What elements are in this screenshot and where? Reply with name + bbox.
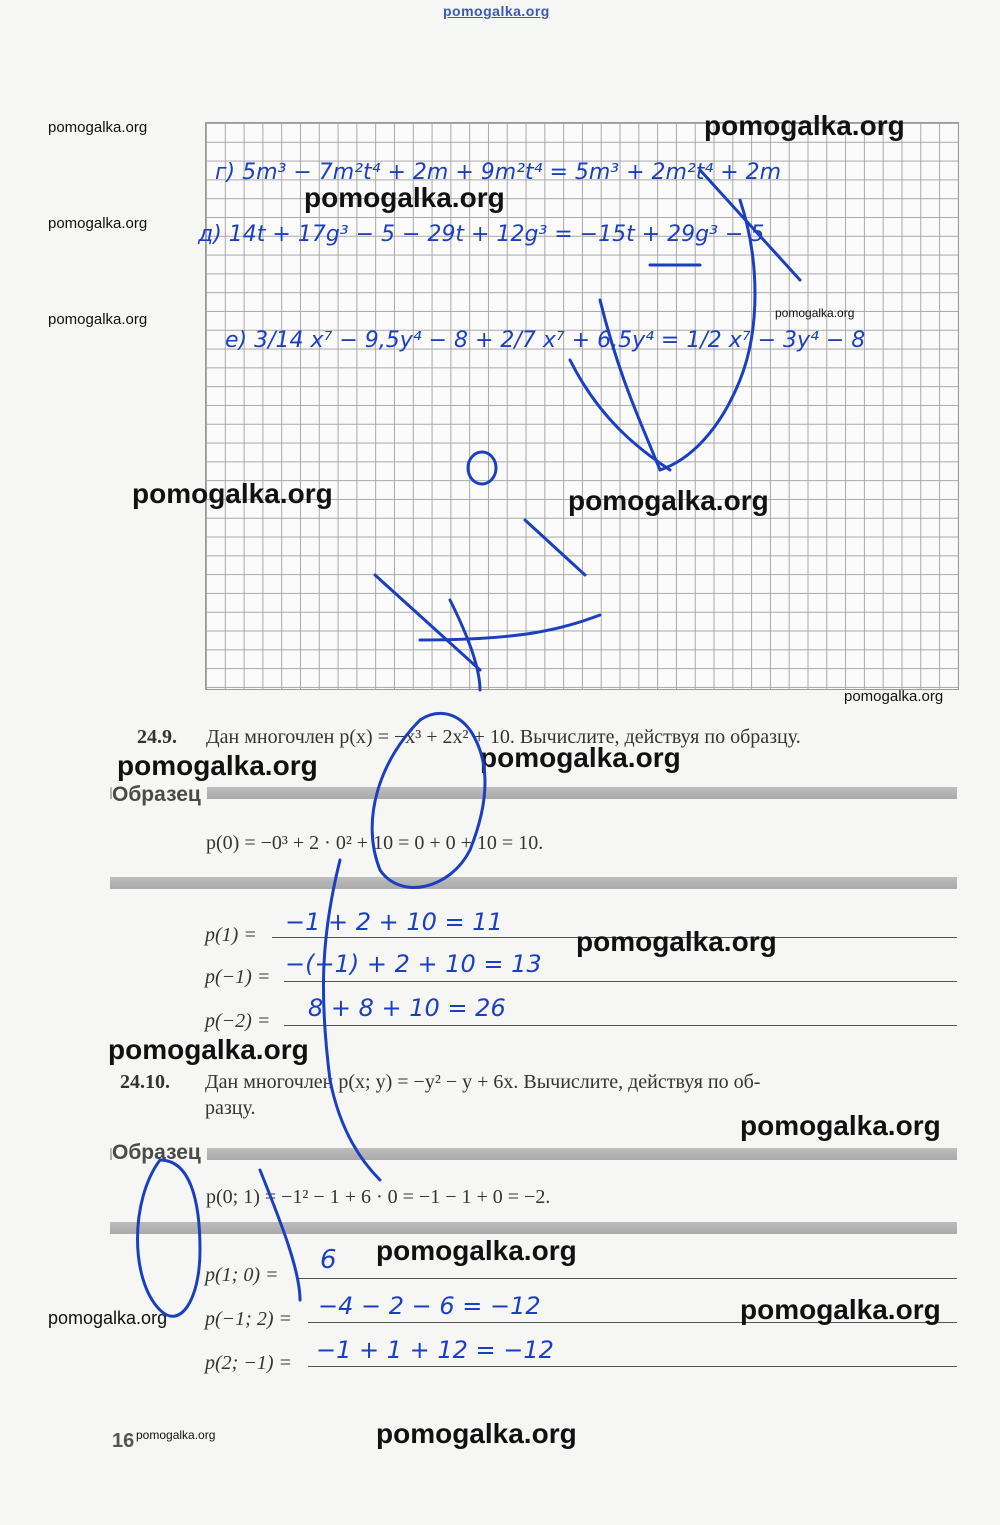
label-pm12: p(−1; 2) = [205,1308,292,1330]
answer-p1: −1 + 2 + 10 = 11 [285,908,503,936]
sample-formula-249: p(0) = −0³ + 2 · 0² + 10 = 0 + 0 + 10 = 10. [206,832,544,854]
answer-pm1: −(−1) + 2 + 10 = 13 [285,950,542,978]
page-number: 16 [112,1430,135,1452]
grid-answer-g: г) 5m³ − 7m²t⁴ + 2m + 9m²t⁴ = 5m³ + 2m²t⁴ + 2m [215,160,782,185]
watermark-5: pomogalka.org [48,311,148,328]
task-2410-number: 24.10. [120,1071,170,1093]
watermark-11: pomogalka.org [480,742,681,773]
watermark-17: pomogalka.org [740,1294,941,1325]
watermark-8: pomogalka.org [568,485,769,516]
watermark-12: pomogalka.org [576,926,777,957]
label-p1: p(1) = [205,924,257,946]
watermark-3: pomogalka.org [48,215,148,232]
answer-pm12: −4 − 2 − 6 = −12 [318,1292,541,1320]
answer-p10: 6 [320,1245,337,1275]
answer-pm2: 8 + 8 + 10 = 26 [308,994,506,1022]
task-2410-text-line2: разцу. [205,1097,256,1119]
watermark-10: pomogalka.org [117,750,318,781]
sample-label-2410: Образец [112,1141,207,1165]
label-pm1: p(−1) = [205,966,271,988]
watermark-2: pomogalka.org [704,110,905,141]
watermark-15: pomogalka.org [376,1235,577,1266]
task-249-number: 24.9. [137,726,177,748]
label-pm2: p(−2) = [205,1010,271,1032]
watermark-14: pomogalka.org [740,1110,941,1141]
watermark-9: pomogalka.org [844,688,944,705]
watermark-7: pomogalka.org [132,478,333,509]
watermark-top: pomogalka.org [443,3,550,19]
answer-p2m1: −1 + 1 + 12 = −12 [316,1336,554,1364]
watermark-16: pomogalka.org [48,1308,168,1328]
label-p2m1: p(2; −1) = [205,1352,292,1374]
watermark-6: pomogalka.org [775,306,855,320]
sample-label-249: Образец [112,783,207,807]
watermark-1: pomogalka.org [48,119,148,136]
watermark-13: pomogalka.org [108,1034,309,1065]
label-p10: p(1; 0) = [205,1264,279,1286]
grid-answer-e: е) 3/14 x⁷ − 9,5y⁴ − 8 + 2/7 x⁷ + 6,5y⁴ = 1/2 x⁷ − 3y⁴ − 8 [225,328,866,353]
sample-formula-2410: p(0; 1) = −1² − 1 + 6 · 0 = −1 − 1 + 0 = −2. [206,1186,551,1208]
task-2410-text-line1: Дан многочлен p(x; y) = −y² − y + 6x. Вычислите, действуя по об- [205,1071,761,1093]
watermark-18: pomogalka.org [136,1428,216,1442]
watermark-19: pomogalka.org [376,1418,577,1449]
watermark-4: pomogalka.org [304,182,505,213]
task-249-text: Дан многочлен p(x) = −x³ + 2x² + 10. Вычислите, действуя по образцу. [206,726,801,748]
grid-answer-d: д) 14t + 17g³ − 5 − 29t + 12g³ = −15t + 29g³ − 5 [198,222,765,247]
